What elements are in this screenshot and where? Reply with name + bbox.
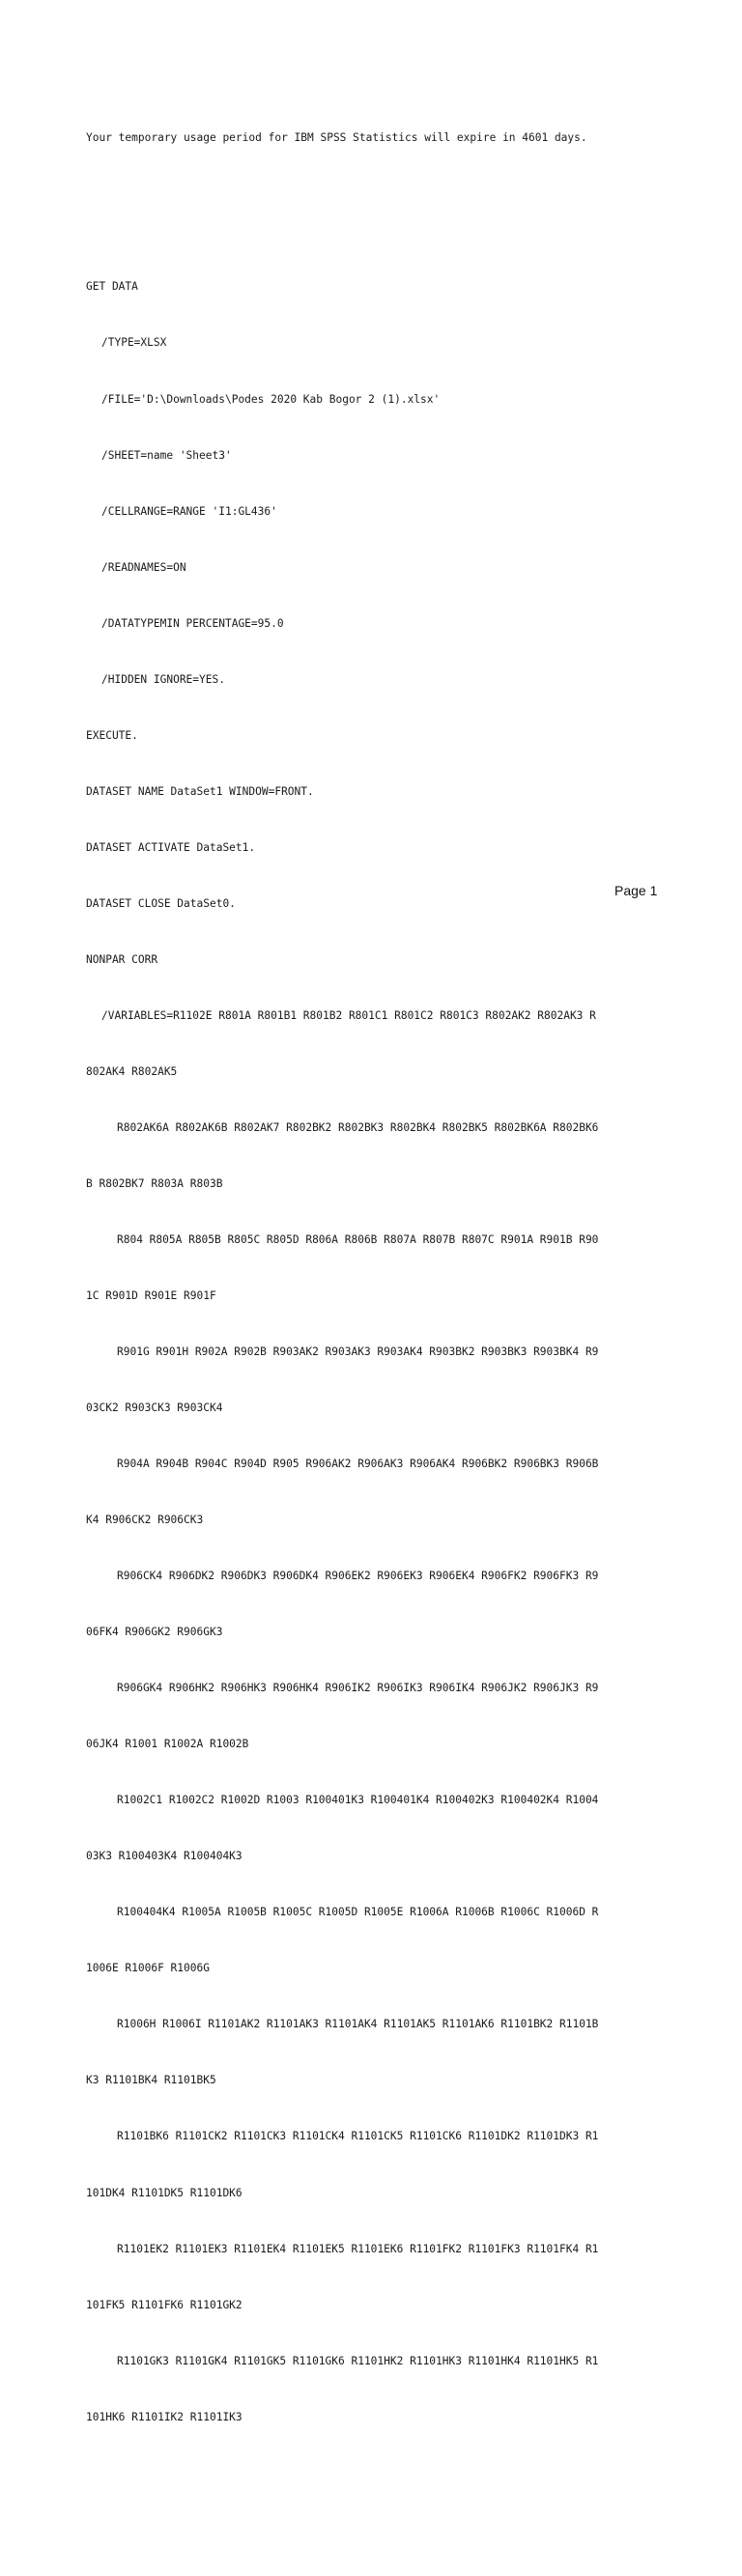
syntax-line: K3 R1101BK4 R1101BK5 <box>86 2074 216 2087</box>
syntax-line: 1006E R1006F R1006G <box>86 1962 210 1975</box>
syntax-line: 101HK6 R1101IK2 R1101IK3 <box>86 2410 243 2423</box>
page-number: Page 1 <box>614 883 658 898</box>
syntax-line: GET DATA <box>86 280 138 294</box>
syntax-line: R804 R805A R805B R805C R805D R806A R806B R807A R807B R807C R901A R901B R90 <box>117 1232 599 1246</box>
syntax-line: 03K3 R100403K4 R100404K3 <box>86 1850 243 1863</box>
syntax-line: R904A R904B R904C R904D R905 R906AK2 R906AK3 R906AK4 R906BK2 R906BK3 R906B <box>117 1458 599 1471</box>
syntax-line: R100404K4 R1005A R1005B R1005C R1005D R1005E R1006A R1006B R1006C R1006D R <box>117 1906 599 1919</box>
syntax-line: /READNAMES=ON <box>101 560 186 574</box>
syntax-line: 101DK4 R1101DK5 R1101DK6 <box>86 2186 243 2199</box>
syntax-line: 06FK4 R906GK2 R906GK3 <box>86 1626 223 1639</box>
syntax-line: DATASET ACTIVATE DataSet1. <box>86 840 256 854</box>
syntax-line: 03CK2 R903CK3 R903CK4 <box>86 1401 223 1415</box>
syntax-line: /VARIABLES=R1102E R801A R801B1 R801B2 R801C1 R801C2 R801C3 R802AK2 R802AK3 R <box>101 1008 596 1022</box>
syntax-line: /TYPE=XLSX <box>101 336 167 350</box>
syntax-line: R906GK4 R906HK2 R906HK3 R906HK4 R906IK2 R906IK3 R906IK4 R906JK2 R906JK3 R9 <box>117 1682 599 1695</box>
syntax-line: R901G R901H R902A R902B R903AK2 R903AK3 R903AK4 R903BK2 R903BK3 R903BK4 R9 <box>117 1345 599 1359</box>
syntax-line: 802AK4 R802AK5 <box>86 1064 178 1078</box>
syntax-line: R802AK6A R802AK6B R802AK7 R802BK2 R802BK3 R802BK4 R802BK5 R802BK6A R802BK6 <box>117 1120 599 1134</box>
syntax-line: EXECUTE. <box>86 728 138 742</box>
syntax-line: 1C R901D R901E R901F <box>86 1289 216 1302</box>
syntax-line: DATASET NAME DataSet1 WINDOW=FRONT. <box>86 784 314 798</box>
syntax-line: R1006H R1006I R1101AK2 R1101AK3 R1101AK4 R1101AK5 R1101AK6 R1101BK2 R1101B <box>117 2018 599 2031</box>
syntax-line: R1101EK2 R1101EK3 R1101EK4 R1101EK5 R1101EK6 R1101FK2 R1101FK3 R1101FK4 R1 <box>117 2242 599 2255</box>
syntax-line: R1101BK6 R1101CK2 R1101CK3 R1101CK4 R1101CK5 R1101CK6 R1101DK2 R1101DK3 R1 <box>117 2130 599 2143</box>
syntax-line: R1101GK3 R1101GK4 R1101GK5 R1101GK6 R1101HK2 R1101HK3 R1101HK4 R1101HK5 R1 <box>117 2354 599 2367</box>
syntax-line: R906CK4 R906DK2 R906DK3 R906DK4 R906EK2 R906EK3 R906EK4 R906FK2 R906FK3 R9 <box>117 1570 599 1583</box>
syntax-line: 101FK5 R1101FK6 R1101GK2 <box>86 2298 243 2311</box>
syntax-line: /CELLRANGE=RANGE 'I1:GL436' <box>101 504 277 518</box>
syntax-line: /FILE='D:\Downloads\Podes 2020 Kab Bogor 2 (1).xlsx' <box>101 392 441 406</box>
syntax-line <box>86 2520 704 2538</box>
syntax-line: R1002C1 R1002C2 R1002D R1003 R100401K3 R100401K4 R100402K3 R100402K4 R1004 <box>117 1794 599 1807</box>
syntax-line <box>86 2464 704 2482</box>
spss-log-text <box>86 91 704 2576</box>
syntax-line: NONPAR CORR <box>86 952 158 966</box>
syntax-line: /HIDDEN IGNORE=YES. <box>101 672 225 686</box>
syntax-line: 06JK4 R1001 R1002A R1002B <box>86 1738 249 1751</box>
syntax-line: B R802BK7 R803A R803B <box>86 1176 223 1190</box>
syntax-line: DATASET CLOSE DataSet0. <box>86 896 236 910</box>
syntax-line: K4 R906CK2 R906CK3 <box>86 1514 204 1527</box>
expiry-notice: Your temporary usage period for IBM SPSS Statistics will expire in 4601 days. <box>86 130 587 144</box>
syntax-line: /DATATYPEMIN PERCENTAGE=95.0 <box>101 616 284 630</box>
blank-gap <box>86 184 704 222</box>
syntax-line: /SHEET=name 'Sheet3' <box>101 448 232 462</box>
